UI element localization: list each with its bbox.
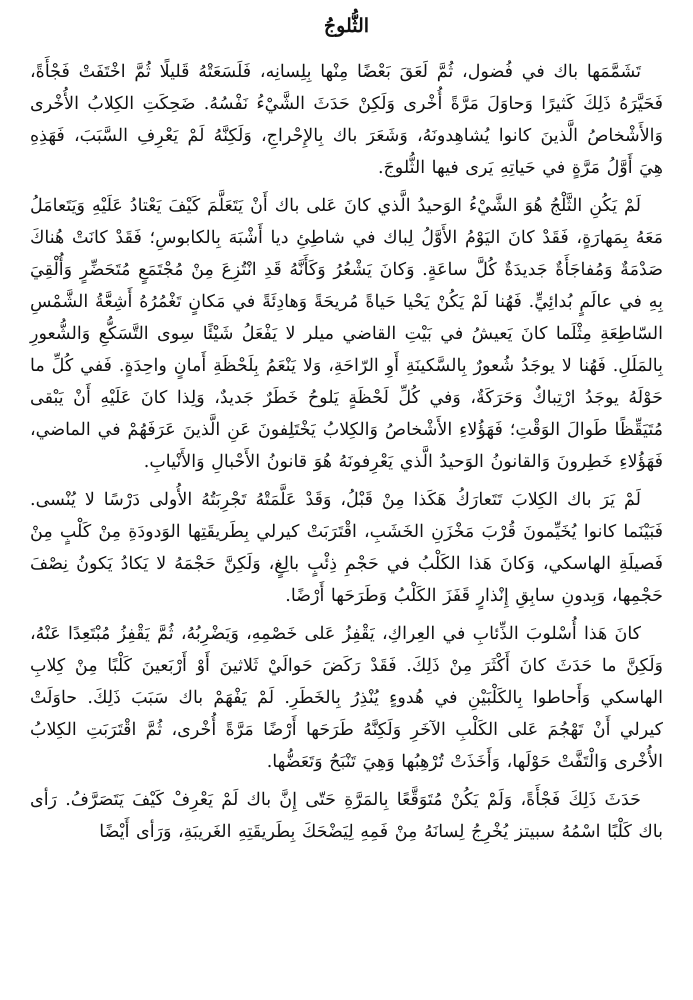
paragraph-2: لَمْ يَكُنِ الثَّلْجُ هُوَ الشَّيْءُ الوَحيدُ الَّذي كانَ عَلى باك أَنْ يَتَعَلَّمَ كَيْفَ يَعْتادُ عَلَيْهِ وَيَتَعامَلُ مَعَهُ بِمَهارَةٍ، فَقَدْ كانَ اليَوْمُ الأَوَّلُ لِباك في شاطِئِ ديا أَشْبَهَ بِالكابوسِ؛ فَقَدْ كانَتْ هُناكَ صَدْمَةٌ وَمُفاجَأَةٌ جَديدَةٌ كُلَّ ساعَةٍ. وَكانَ يَشْعُرُ وَكَأَنَّهُ قَدِ انْتُزِعَ مِنْ مُجْتَمَعٍ مُتَحَضِّرٍ وَأُلْقِيَ بِهِ في عالَمٍ بُدائِيٍّ. فَهُنا لَمْ يَكُنْ يَحْيا حَياةً مُريحَةً وَهادِئَةً في مَكانٍ تَغْمُرُهُ أَشِعَّةُ الشَّمْسِ السّاطِعَةِ مِثْلَما كانَ يَعيشُ في بَيْتِ القاضي ميلر لا يَفْعَلُ شَيْئًا سِوى التَّسَكُّعِ وَالشُّعورِ بِالمَلَلِ. فَهُنا لا يوجَدُ شُعورٌ بِالسَّكينَةِ أَوِ الرّاحَةِ، وَلا يَنْعَمُ بِلَحْظَةِ أَمانٍ واحِدَةٍ. فَفي كُلِّ ما حَوْلَهُ يوجَدُ ارْتِباكٌ وَحَرَكَةٌ، وَفي كُلِّ لَحْظَةٍ يَلوحُ خَطَرٌ جَديدٌ، وَلِذا كانَ عَلَيْهِ أَنْ يَبْقى مُتَيَقِّظًا طَوالَ الوَقْتِ؛ فَهَؤُلاءِ الأَشْخاصُ وَالكِلابُ يَخْتَلِفونَ عَنِ الَّذينَ عَرَفَهُمْ في الماضي، فَهَؤُلاءِ خَطِرونَ وَالقانونُ الوَحيدُ الَّذي يَعْرِفونَهُ هُوَ قانونُ الأَحْبالِ وَالأَنْيابِ. [30, 196, 663, 472]
page-title: الثُّلوجُ [323, 15, 370, 37]
paragraph-5: حَدَثَ ذَلِكَ فَجْأَةً، وَلَمْ يَكُنْ مُتَوَقَّعًا بِالمَرَّةِ حَتّى إِنَّ باك لَمْ يَعْرِفْ كَيْفَ يَتَصَرَّفُ. رَأى باك كَلْبًا اسْمُهُ سبيتز يُخْرِجُ لِسانَهُ مِنْ فَمِهِ لِيَضْحَكَ بِطَريقَتِهِ الغَريبَةِ، وَرَأى أَيْضًا [30, 790, 663, 842]
paragraph-1: تَشَمَّمَها باك في فُضول، ثُمَّ لَعَقَ بَعْضًا مِنْها بِلِسانِه، فَلَسَعَتْهُ قَليلًا ثُمَّ اخْتَفَتْ فَجْأَةً، فَحَيَّرَهُ ذَلِكَ كَثيرًا وَحاوَلَ مَرَّةً أُخْرى وَلَكِنْ حَدَثَ الشَّيْءُ نَفْسُهُ. ضَحِكَتِ الكِلابُ الأُخْرى وَالأَشْخاصُ الَّذينَ كانوا يُشاهِدونَهُ، وَشَعَرَ باك بِالإِحْراجِ، وَلَكِنَّهُ لَمْ يَعْرِفِ السَّبَبَ، فَهَذِهِ هِيَ أَوَّلُ مَرَّةٍ في حَياتِهِ يَرى فيها الثُّلوجَ. [30, 62, 663, 178]
document-page [30, 0, 663, 1000]
paragraph-4: كانَ هَذا أُسْلوبَ الذِّئابِ في العِراكِ، يَقْفِزُ عَلى خَصْمِهِ، وَيَضْرِبُهُ، ثُمَّ يَقْفِزُ مُبْتَعِدًا عَنْهُ، وَلَكِنَّ ما حَدَثَ كانَ أَكْثَرَ مِنْ ذَلِكَ. فَقَدْ رَكَضَ حَوالَيْ ثَلاثينَ أَوْ أَرْبَعينَ كَلْبًا مِنْ كِلابِ الهاسكي وَأَحاطوا بِالكَلْبَيْنِ في هُدوءٍ يُنْذِرُ بِالخَطَرِ. لَمْ يَفْهَمْ باك سَبَبَ ذَلِكَ. حاوَلَتْ كيرلي أَنْ تَهْجُمَ عَلى الكَلْبِ الآخَرِ وَلَكِنَّهُ طَرَحَها أَرْضًا مَرَّةً أُخْرى، ثُمَّ اقْتَرَبَتِ الكِلابُ الأُخْرى وَالْتَفَّتْ حَوْلَها، وَأَخَذَتْ تُرْهِبُها وَهِيَ تَنْبَحُ وَتَعَضُّها. [30, 624, 663, 772]
paragraph-3: لَمْ يَرَ باك الكِلابَ تَتَعارَكُ هَكَذا مِنْ قَبْلُ، وَقَدْ عَلَّمَتْهُ تَجْرِبَتُهُ الأُولى دَرْسًا لا يُنْسى. فَبَيْنَما كانوا يُخَيِّمونَ قُرْبَ مَخْزَنِ الخَشَبِ، اقْتَرَبَتْ كيرلي بِطَريقَتِها الوَدودَةِ مِنْ كَلْبٍ مِنْ فَصيلَةِ الهاسكي، وَكانَ هَذا الكَلْبُ في حَجْمِ ذِئْبٍ بالِغٍ، وَلَكِنَّ حَجْمَهُ لا يَكادُ يَكونُ نِصْفَ حَجْمِها، وَبِدونِ سابِقِ إِنْذارٍ قَفَزَ الكَلْبُ وَطَرَحَها أَرْضًا. [30, 490, 663, 606]
